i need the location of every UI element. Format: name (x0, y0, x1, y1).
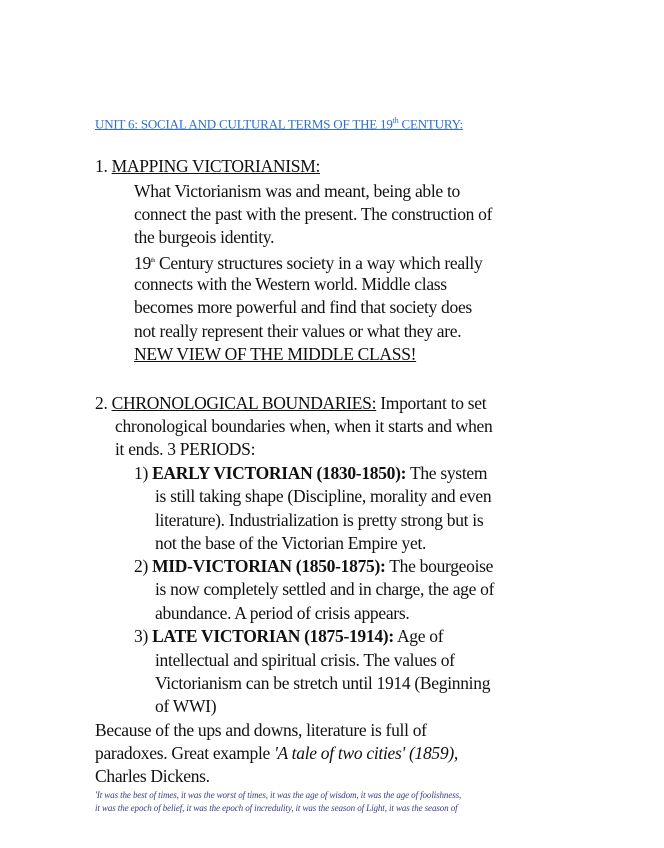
dickens-quote-line: 'It was the best of times, it was the worst of times, it was the age of wisdom, it was the age of foolishness, (95, 790, 462, 800)
period-early-victorian: 1) EARLY VICTORIAN (1830-1850): The system (134, 463, 488, 483)
section-1-heading: 1. MAPPING VICTORIANISM: (95, 156, 321, 176)
section-2-heading: 2. CHRONOLOGICAL BOUNDARIES: Important to set (95, 393, 487, 413)
section-1-line: becomes more powerful and find that society does (134, 297, 472, 317)
closing-line: Because of the ups and downs, literature is full of (95, 720, 427, 740)
dickens-quote-line: it was the epoch of belief, it was the epoch of incredulity, it was the season of Light, it was the season of (95, 803, 458, 813)
section-2-line: chronological boundaries when, when it starts and when (115, 416, 493, 436)
section-1-line: not really represent their values or what they are. (134, 321, 462, 341)
section-1-emphasis: NEW VIEW OF THE MIDDLE CLASS! (134, 344, 417, 364)
section-2-line: it ends. 3 PERIODS: (115, 439, 256, 459)
period-line: abundance. A period of crisis appears. (155, 603, 410, 623)
period-line: not the base of the Victorian Empire yet. (155, 533, 427, 553)
period-line: is now completely settled and in charge, the age of (155, 579, 495, 599)
period-line: of WWI) (155, 696, 217, 716)
period-line: Victorianism can be stretch until 1914 (Beginning (155, 673, 491, 693)
period-line: is still taking shape (Discipline, morality and even (155, 486, 492, 506)
period-line: literature). Industrialization is pretty strong but is (155, 510, 484, 530)
closing-line-example: paradoxes. Great example 'A tale of two cities' (1859), (95, 743, 458, 763)
period-line: intellectual and spiritual crisis. The values of (155, 650, 455, 670)
unit-title: UNIT 6: SOCIAL AND CULTURAL TERMS OF THE 19th CENTURY: (95, 116, 464, 132)
section-1-paragraph-2-start: 19th Century structures society in a way which really (134, 252, 483, 273)
period-mid-victorian: 2) MID-VICTORIAN (1850-1875): The bourgeoise (134, 556, 494, 576)
period-late-victorian: 3) LATE VICTORIAN (1875-1914): Age of (134, 626, 444, 646)
section-1-line: What Victorianism was and meant, being able to (134, 181, 460, 201)
section-1-line: connects with the Western world. Middle class (134, 274, 447, 294)
closing-line: Charles Dickens. (95, 766, 210, 786)
section-1-line: the burgeois identity. (134, 227, 275, 247)
section-1-line: connect the past with the present. The construction of (134, 204, 493, 224)
